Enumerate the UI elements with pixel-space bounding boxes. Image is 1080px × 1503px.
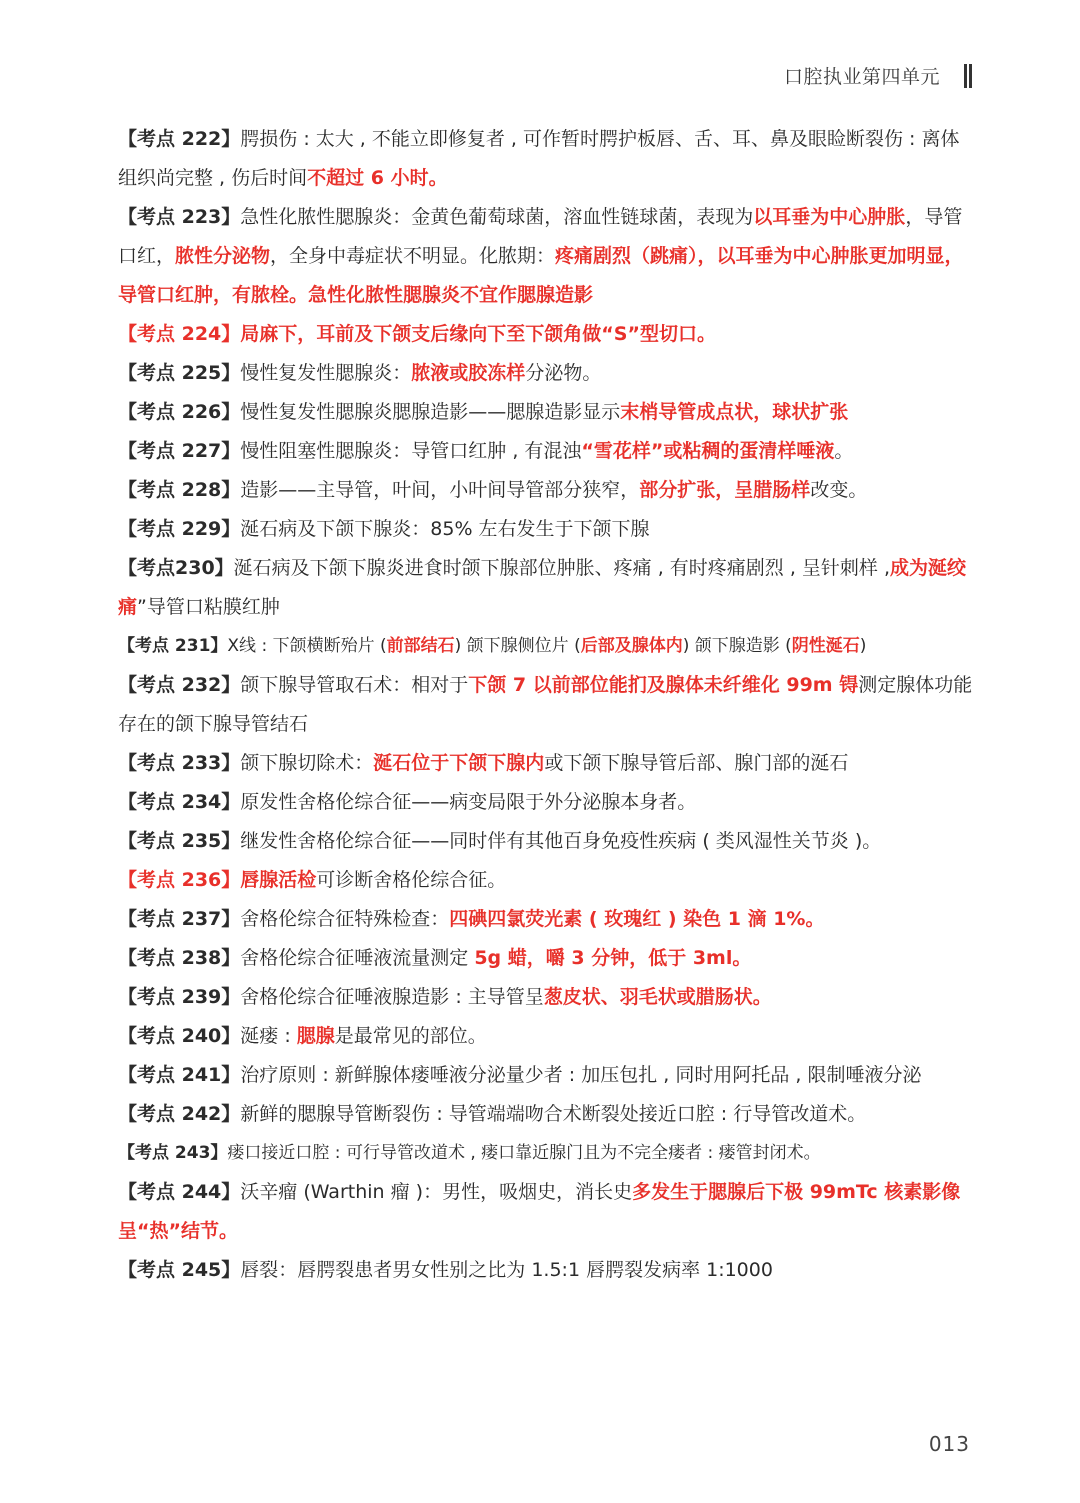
- key-point-224: [118, 315, 976, 354]
- highlight-text: 疼痛剧烈（跳痛），以耳垂为中心肿胀更加明显，导管口红肿，有脓栓。急性化脓性腮腺炎不宜作腮腺造影: [118, 245, 964, 306]
- key-point-234: [118, 783, 976, 822]
- key-point-tag: 【考点 229】: [118, 518, 241, 540]
- key-point-244: [118, 1173, 976, 1251]
- key-points-list: [118, 120, 976, 1290]
- highlight-text: 脓性分泌物: [175, 245, 271, 267]
- highlight-text: 下颌 7 以前部位能扪及腺体未纤维化 99m 锝: [468, 674, 859, 696]
- page-header: [784, 62, 972, 89]
- body-text: 急性化脓性腮腺炎：金黄色葡萄球菌，溶血性链球菌，表现为: [240, 206, 754, 228]
- key-point-tag: 【考点 222】: [118, 128, 241, 150]
- key-point-227: [118, 432, 976, 471]
- key-point-tag: 【考点 239】: [118, 986, 241, 1008]
- highlight-text: 末梢导管成点状，球状扩张: [620, 401, 849, 423]
- body-text: 颌下腺切除术：: [240, 752, 374, 774]
- body-text: 。: [834, 440, 854, 462]
- body-text: 瘘口接近口腔 : 可行导管改道术 , 瘘口靠近腺门且为不完全瘘者 : 瘘管封闭术。: [227, 1143, 821, 1163]
- body-text: 分泌物。: [525, 362, 602, 384]
- key-point-233: [118, 744, 976, 783]
- key-point-tag: 【考点 237】: [118, 908, 241, 930]
- body-text: 或下颌下腺导管后部、腺门部的涎石: [544, 752, 849, 774]
- key-point-236: [118, 861, 976, 900]
- key-point-tag: 【考点 235】: [118, 830, 241, 852]
- key-point-230: [118, 549, 976, 627]
- highlight-text: 后部及腺体内: [580, 636, 683, 656]
- body-text: 继发性舍格伦综合征——同时伴有其他百身免疫性疾病 ( 类风湿性关节炎 )。: [240, 830, 882, 852]
- key-point-222: [118, 120, 976, 198]
- body-text: 测定腺体功能存在的颌下腺导管结石: [118, 674, 973, 735]
- page-number: 013: [928, 1432, 970, 1456]
- key-point-229: [118, 510, 976, 549]
- body-text: 沃辛瘤 (Warthin 瘤 )：男性，吸烟史，消长史: [240, 1181, 633, 1203]
- key-point-231: [118, 627, 976, 666]
- body-text: 唇裂：唇腭裂患者男女性别之比为 1.5:1 唇腭裂发病率 1:1000: [240, 1259, 773, 1281]
- key-point-tag: 【考点 244】: [118, 1181, 241, 1203]
- highlight-text: 腮腺: [296, 1025, 335, 1047]
- body-text: 涎石病及下颌下腺炎进食时颌下腺部位肿胀、疼痛 , 有时疼痛剧烈 , 呈针刺样 ,: [233, 557, 890, 579]
- highlight-text: 部分扩张，呈腊肠样: [639, 479, 811, 501]
- key-point-232: [118, 666, 976, 744]
- key-point-tag: 【考点 225】: [118, 362, 241, 384]
- highlight-text: 葱皮状、羽毛状或腊肠状。: [543, 986, 772, 1008]
- key-point-242: [118, 1095, 976, 1134]
- body-text: ): [859, 636, 867, 656]
- key-point-237: [118, 900, 976, 939]
- key-point-tag: 【考点 232】: [118, 674, 241, 696]
- key-point-tag: 【考点 233】: [118, 752, 241, 774]
- key-point-235: [118, 822, 976, 861]
- key-point-tag: 【考点 242】: [118, 1103, 241, 1125]
- header-title: 口腔执业第四单元: [783, 66, 940, 88]
- body-text: 原发性舍格伦综合征——病变局限于外分泌腺本身者。: [240, 791, 697, 813]
- body-text: ) 颌下腺侧位片 (: [454, 636, 581, 656]
- highlight-text: 5g 蜡，嚼 3 分钟，低于 3ml。: [474, 947, 752, 969]
- highlight-text: “雪花样”或粘稠的蛋清样唾液: [581, 440, 835, 462]
- body-text: 涎石病及下颌下腺炎：85% 左右发生于下颌下腺: [240, 518, 650, 540]
- body-text: 治疗原则 : 新鲜腺体瘘唾液分泌量少者 : 加压包扎 , 同时用阿托品 , 限制唾液分泌: [240, 1064, 922, 1086]
- key-point-223: [118, 198, 976, 315]
- key-point-245: [118, 1251, 976, 1290]
- key-point-tag: 【考点 231】: [118, 636, 228, 656]
- body-text: 改变。: [810, 479, 868, 501]
- key-point-tag: 【考点 223】: [118, 206, 241, 228]
- body-text: 新鲜的腮腺导管断裂伤 : 导管端端吻合术断裂处接近口腔 : 行导管改道术。: [240, 1103, 867, 1125]
- key-point-226: [118, 393, 976, 432]
- highlight-text: 涎石位于下颌下腺内: [373, 752, 545, 774]
- highlight-text: 四碘四氯荧光素 ( 玫瑰红 ) 染色 1 滴 1%。: [449, 908, 825, 930]
- body-text: 舍格伦综合征特殊检查：: [240, 908, 450, 930]
- key-point-243: [118, 1134, 976, 1173]
- body-text: 涎瘘 :: [240, 1025, 297, 1047]
- key-point-tag: 【考点 227】: [118, 440, 241, 462]
- highlight-text: 以耳垂为中心肿胀: [753, 206, 906, 228]
- key-point-tag: 【考点 240】: [118, 1025, 241, 1047]
- key-point-tag: 【考点 226】: [118, 401, 241, 423]
- key-point-239: [118, 978, 976, 1017]
- key-point-tag: 【考点 238】: [118, 947, 241, 969]
- highlight-text: 前部结石: [386, 636, 455, 656]
- body-text: 是最常见的部位。: [334, 1025, 487, 1047]
- body-text: 慢性复发性腮腺炎：: [240, 362, 412, 384]
- key-point-238: [118, 939, 976, 978]
- key-point-tag: 【考点 241】: [118, 1064, 241, 1086]
- body-text: 慢性复发性腮腺炎腮腺造影——腮腺造影显示: [240, 401, 621, 423]
- highlight-text: 成为涎绞痛: [118, 557, 967, 618]
- body-text: ，全身中毒症状不明显。化脓期：: [270, 245, 556, 267]
- highlight-text: 多发生于腮腺后下极 99mTc 核素影像呈“热”结节。: [118, 1181, 961, 1242]
- highlight-text: 不超过 6 小时。: [307, 167, 448, 189]
- key-point-tag: 【考点230】: [118, 557, 234, 579]
- key-point-241: [118, 1056, 976, 1095]
- body-text: 舍格伦综合征唾液腺造影 : 主导管呈: [240, 986, 544, 1008]
- key-point-225: [118, 354, 976, 393]
- body-text: 颌下腺导管取石术：相对于: [240, 674, 469, 696]
- body-text: ) 颌下腺造影 (: [682, 636, 792, 656]
- body-text: 造影——主导管，叶间，小叶间导管部分狭窄，: [240, 479, 640, 501]
- key-point-tag: 【考点 236】: [118, 869, 241, 891]
- body-text: 慢性阻塞性腮腺炎：导管口红肿 , 有混浊: [240, 440, 582, 462]
- body-text: 舍格伦综合征唾液流量测定: [240, 947, 475, 969]
- key-point-tag: 【考点 245】: [118, 1259, 241, 1281]
- header-bar-decoration: [962, 64, 972, 88]
- key-point-tag: 【考点 224】: [118, 323, 241, 345]
- body-text: ，导管口红，: [118, 206, 963, 267]
- body-text: X线 : 下颌横断殆片 (: [227, 636, 387, 656]
- highlight-text: 局麻下，耳前及下颌支后缘向下至下颌角做“S”型切口。: [240, 323, 716, 345]
- key-point-tag: 【考点 243】: [118, 1143, 228, 1163]
- highlight-text: 阴性涎石: [791, 636, 860, 656]
- key-point-240: [118, 1017, 976, 1056]
- body-text: ”导管口粘膜红肿: [137, 596, 280, 618]
- key-point-228: [118, 471, 976, 510]
- highlight-text: 唇腺活检: [240, 869, 317, 891]
- body-text: 可诊断舍格伦综合征。: [316, 869, 507, 891]
- highlight-text: 脓液或胶冻样: [411, 362, 526, 384]
- body-text: 腭损伤 : 太大 , 不能立即修复者 , 可作暂时腭护板唇、舌、耳、鼻及眼睑断裂伤 : 离体组织尚完整 , 伤后时间: [118, 128, 960, 189]
- key-point-tag: 【考点 234】: [118, 791, 241, 813]
- key-point-tag: 【考点 228】: [118, 479, 241, 501]
